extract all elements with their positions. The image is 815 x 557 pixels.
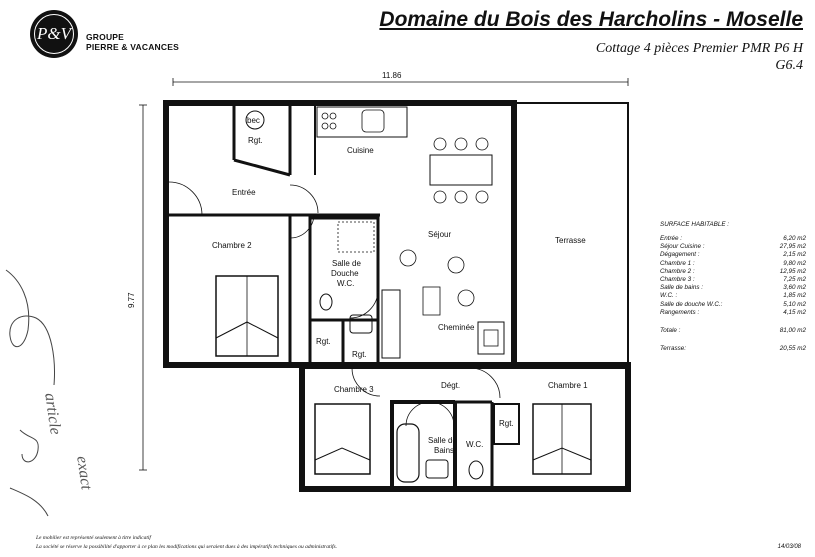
entree-label: Entrée bbox=[232, 188, 256, 197]
chambre1-label: Chambre 1 bbox=[548, 381, 588, 390]
cheminee-label: Cheminée bbox=[438, 323, 475, 332]
terrace-label: Terrasse: bbox=[660, 345, 687, 353]
surface-row-value: 12,95 m2 bbox=[779, 267, 806, 275]
surface-row bbox=[660, 251, 806, 259]
width-dimension: 11.86 bbox=[382, 71, 402, 80]
sdb-line2: Bains bbox=[434, 446, 455, 455]
surface-row-label: Salle de douche W.C.: bbox=[660, 300, 723, 308]
surface-row-value: 3,60 m2 bbox=[783, 284, 806, 292]
handwritten-note-2: exact bbox=[73, 455, 95, 491]
sdb-line1: Salle de bbox=[428, 436, 457, 445]
total-label: Totale : bbox=[660, 327, 681, 335]
surface-row-value: 2,15 m2 bbox=[783, 251, 806, 259]
surface-row bbox=[660, 276, 806, 284]
footer-notes bbox=[36, 534, 337, 552]
surface-heading: SURFACE HABITABLE : bbox=[660, 221, 730, 228]
plan-date: 14/03/08 bbox=[777, 544, 801, 550]
sdd-line2: Douche bbox=[331, 269, 359, 278]
sdd-line1: Salle de bbox=[332, 259, 361, 268]
total-value: 81,00 m2 bbox=[779, 327, 806, 335]
surface-row-value: 9,80 m2 bbox=[783, 259, 806, 267]
surface-table bbox=[660, 221, 806, 353]
brand-line1: GROUPE bbox=[86, 32, 125, 42]
cuisine-label: Cuisine bbox=[347, 146, 374, 155]
chambre2-label: Chambre 2 bbox=[212, 241, 252, 250]
surface-row-label: Rangements : bbox=[660, 308, 700, 316]
surface-row-label: Salle de bains : bbox=[660, 284, 704, 292]
plan-title: Domaine du Bois des Harcholins - Moselle bbox=[379, 8, 803, 31]
terrasse-label: Terrasse bbox=[555, 236, 586, 245]
sejour-label: Séjour bbox=[428, 230, 452, 239]
surface-row-value: 1,85 m2 bbox=[783, 292, 806, 300]
height-dimension: 9.77 bbox=[127, 292, 136, 308]
surface-row bbox=[660, 284, 806, 292]
surface-row bbox=[660, 309, 806, 317]
surface-row bbox=[660, 260, 806, 268]
surface-row-label: Chambre 3 : bbox=[660, 276, 695, 284]
surface-row-label: W.C. : bbox=[660, 292, 678, 300]
degt-label: Dégt. bbox=[441, 381, 461, 390]
subtitle-line2: G6.4 bbox=[775, 58, 803, 73]
surface-row-value: 7,25 m2 bbox=[783, 276, 806, 284]
surface-row bbox=[660, 235, 806, 243]
surface-row-label: Entrée : bbox=[660, 235, 683, 242]
surface-row bbox=[660, 243, 806, 251]
footer-line2: La société se réserve la possibilité d'apporter à ce plan les modifications qui seraient dues à des impératifs techniques ou administratifs. bbox=[36, 544, 338, 550]
terrace-value: 20,55 m2 bbox=[779, 345, 806, 353]
surface-row-label: Chambre 1 : bbox=[660, 259, 695, 267]
sdd-line3: W.C. bbox=[337, 279, 355, 288]
surface-row bbox=[660, 268, 806, 276]
surface-row-value: 5,10 m2 bbox=[783, 300, 806, 308]
logo-text: P&V bbox=[34, 14, 74, 54]
surface-total-row bbox=[660, 327, 806, 335]
rgt-entry-label: Rgt. bbox=[248, 136, 263, 145]
surface-terrace-row bbox=[660, 345, 806, 353]
rgt-b-label: Rgt. bbox=[352, 350, 367, 359]
surface-rows bbox=[660, 235, 806, 317]
surface-row-value: 6,20 m2 bbox=[783, 235, 806, 242]
surface-row-value: 4,15 m2 bbox=[783, 308, 806, 316]
footer-line1: Le mobilier est représenté seulement à titre indicatif bbox=[36, 535, 151, 541]
brand-line2: PIERRE & VACANCES bbox=[86, 42, 179, 52]
rgt-c-label: Rgt. bbox=[499, 419, 514, 428]
surface-row-value: 27,95 m2 bbox=[779, 243, 806, 251]
chambre3-label: Chambre 3 bbox=[334, 385, 374, 394]
handwritten-note-1: article bbox=[41, 392, 64, 436]
surface-row-label: Séjour Cuisine : bbox=[660, 243, 705, 251]
surface-row bbox=[660, 301, 806, 309]
surface-row bbox=[660, 292, 806, 300]
subtitle-line1: Cottage 4 pièces Premier PMR P6 H bbox=[595, 41, 803, 56]
bec-label: bec bbox=[247, 116, 260, 125]
wc-label: W.C. bbox=[466, 440, 484, 449]
surface-row-label: Dégagement : bbox=[660, 251, 700, 259]
surface-row-label: Chambre 2 : bbox=[660, 267, 695, 275]
rgt-a-label: Rgt. bbox=[316, 337, 331, 346]
